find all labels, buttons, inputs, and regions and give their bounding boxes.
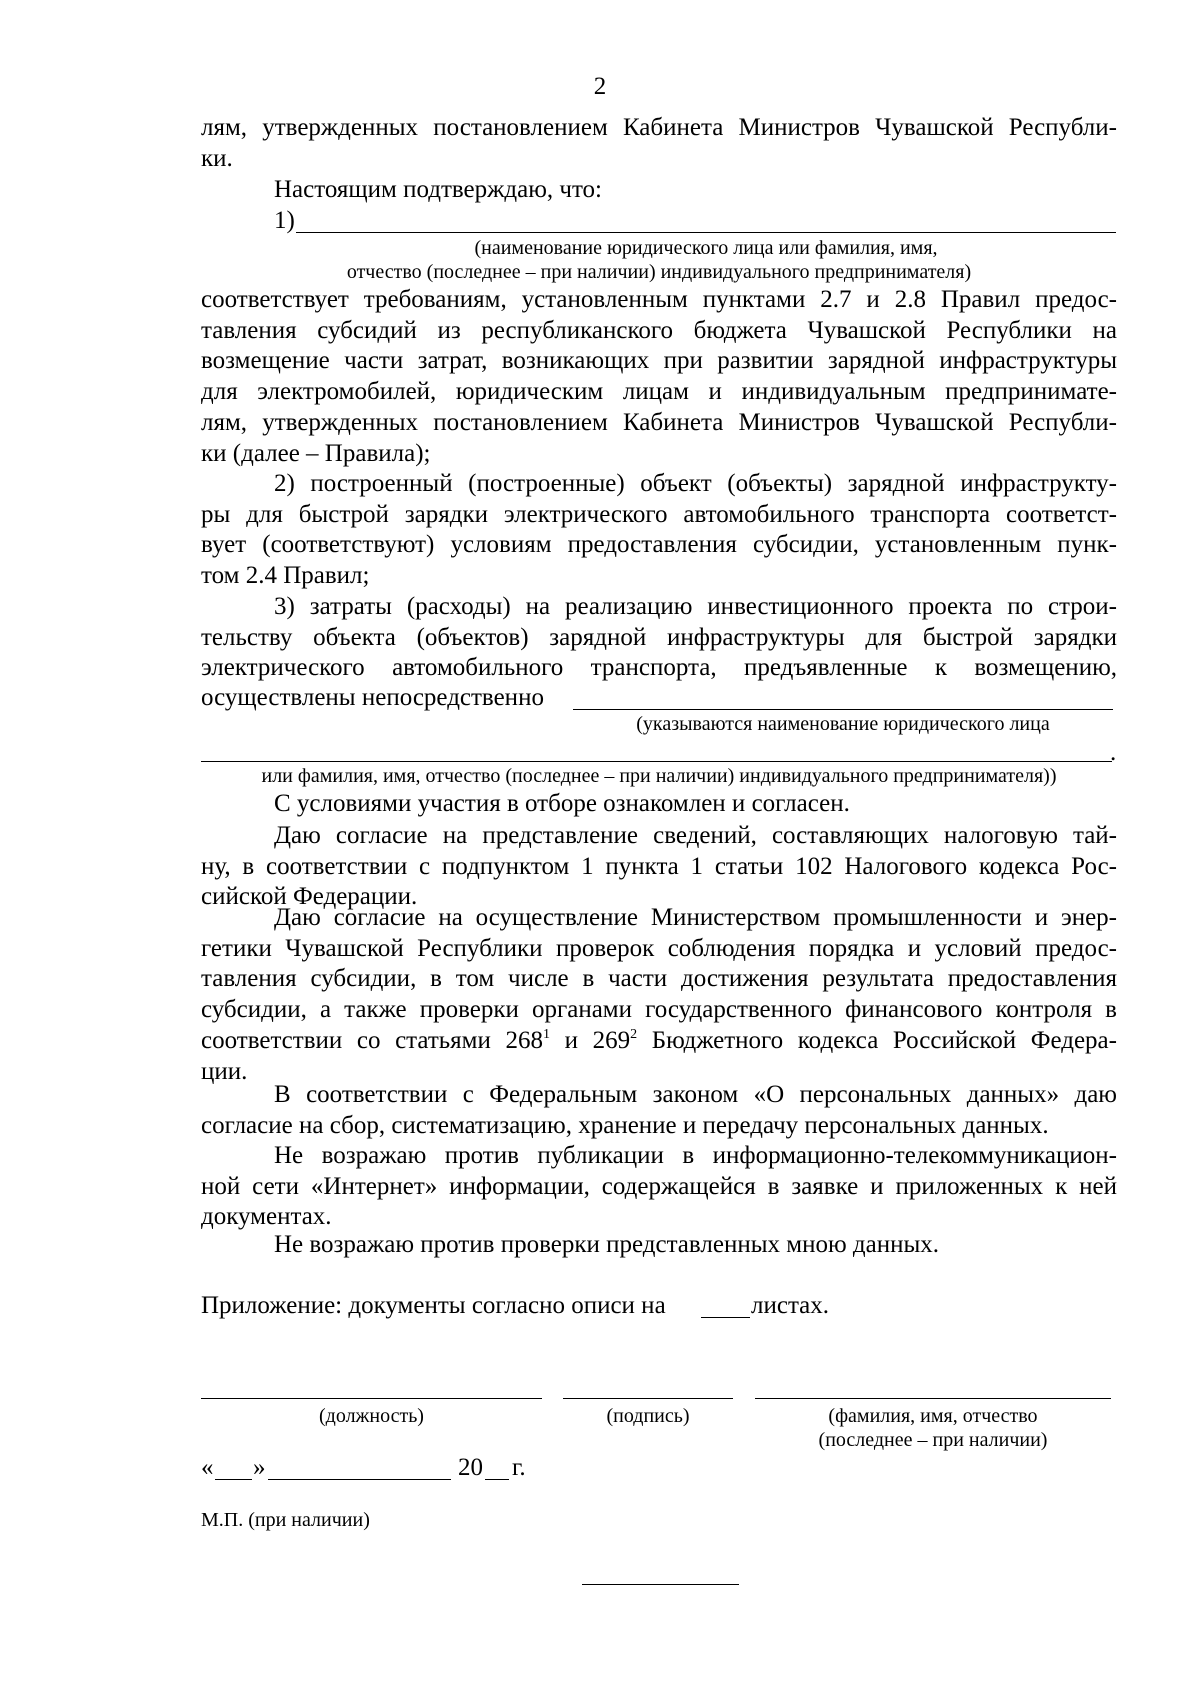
text-line: для электромобилей, юридическим лицам и индивидуальным предпринимате- [201, 378, 1117, 406]
personal-data-paragraph [201, 1080, 1117, 1141]
text-line: лям, утвержденных постановлением Кабинета Министров Чувашской Республи- [201, 114, 1117, 141]
superscript: 2 [630, 1026, 638, 1042]
item3-last-line: осуществлены непосредственно [201, 684, 544, 711]
text-line: Не возражаю против публикации в информационно-телекоммуникацион- [274, 1142, 1117, 1169]
text-line: тельству объекта (объектов) зарядной инфраструктуры для быстрой зарядки [201, 623, 1117, 651]
text-line: сийской Федерации. [201, 883, 418, 911]
appendix-text-part2: листах. [751, 1292, 830, 1319]
text-fragment: соответствии со статьями 268 [201, 1026, 543, 1054]
text-line: ки. [201, 144, 233, 172]
text-line: электрического автомобильного транспорта, предъявленные к возмещению, [201, 654, 1117, 682]
appendix-text-part1: Приложение: документы согласно описи на [201, 1292, 666, 1319]
item1-caption-line2: отчество (последнее – при наличии) индивидуального предпринимателя) [346, 261, 972, 283]
text-line: том 2.4 Правил; [201, 562, 370, 590]
item3-caption-line1: (указываются наименование юридического лица [636, 713, 1050, 735]
date-year-prefix: 20 [458, 1454, 483, 1481]
tax-consent-paragraph [201, 821, 1117, 913]
text-line: Даю согласие на осуществление Министерством промышленности и энер- [274, 904, 1117, 931]
date-month-blank[interactable] [268, 1479, 451, 1480]
item3-caption-line2: или фамилия, имя, отчество (последнее – при наличии) индивидуального предпринимателя)) [261, 765, 1057, 787]
text-line: ки (далее – Правила); [201, 439, 431, 467]
page-number: 2 [593, 73, 607, 100]
text-line: возмещение части затрат, возникающих при развитии зарядной инфраструктуры [201, 347, 1117, 375]
position-caption: (должность) [319, 1405, 424, 1427]
date-close-quote: » [253, 1454, 266, 1481]
item1-fill-line[interactable] [296, 232, 1116, 233]
superscript: 1 [543, 1026, 550, 1042]
item3-paragraph [201, 592, 1117, 684]
name-caption-line1: (фамилия, имя, отчество [828, 1405, 1038, 1427]
item3-end-mark: . [1110, 739, 1117, 766]
intro-paragraph [201, 113, 1117, 174]
end-separator-line [582, 1584, 739, 1585]
text-line: согласие на сбор, систематизацию, хранение и передачу персональных данных. [201, 1111, 1049, 1139]
text-line: лям, утвержденных постановлением Кабинета Министров Чувашской Республи- [201, 408, 1117, 436]
date-open-quote: « [201, 1454, 214, 1481]
text-line: 2) построенный (построенные) объект (объекты) зарядной инфраструкту- [274, 470, 1117, 497]
text-line: документах. [201, 1203, 332, 1231]
text-fragment: Бюджетного кодекса Российской Федера- [637, 1026, 1117, 1054]
signature-line[interactable] [563, 1398, 733, 1399]
date-year-blank[interactable] [485, 1479, 509, 1480]
verification-text: Не возражаю против проверки представленных мною данных. [274, 1231, 940, 1258]
text-line: субсидии, а также проверки органами государственного финансового контроля в [201, 996, 1117, 1024]
item1-caption-line1: (наименование юридического лица или фамилия, имя, [474, 237, 938, 259]
text-line: соответствует требованиям, установленным пунктами 2.7 и 2.8 Правил предос- [201, 286, 1117, 313]
text-line: ры для быстрой зарядки электрического автомобильного транспорта соответст- [201, 500, 1117, 528]
confirm-heading: Настоящим подтверждаю, что: [274, 176, 603, 203]
item3-fill-line-2[interactable] [201, 761, 1112, 762]
name-line[interactable] [755, 1398, 1111, 1399]
text-line: ну, в соответствии с подпунктом 1 пункта 1 статьи 102 Налогового кодекса Рос- [201, 852, 1117, 880]
text-line: тавления субсидий из республиканского бюджета Чувашской Республики на [201, 316, 1117, 344]
date-day-blank[interactable] [215, 1479, 252, 1480]
appendix-sheets-blank[interactable] [701, 1317, 750, 1318]
position-line[interactable] [201, 1398, 542, 1399]
conditions-text: С условиями участия в отборе ознакомлен и согласен. [274, 790, 850, 817]
text-line: гетики Чувашской Республики проверок соблюдения порядка и условий предос- [201, 934, 1117, 962]
stamp-note: М.П. (при наличии) [201, 1509, 370, 1531]
item3-fill-line[interactable] [573, 709, 1113, 710]
item2-paragraph [201, 469, 1117, 592]
name-caption-line2: (последнее – при наличии) [818, 1429, 1048, 1451]
signature-caption: (подпись) [606, 1405, 690, 1427]
text-line: ной сети «Интернет» информации, содержащейся в заявке и приложенных к ней [201, 1172, 1117, 1200]
text-line: Даю согласие на представление сведений, составляющих налоговую тай- [274, 822, 1117, 849]
text-line [201, 1026, 1117, 1057]
text-line: вует (соответствуют) условиям предоставления субсидии, установленным пунк- [201, 531, 1117, 559]
text-line: 3) затраты (расходы) на реализацию инвестиционного проекта по строи- [274, 593, 1117, 620]
audit-consent-paragraph [201, 903, 1117, 1087]
text-fragment: и 269 [550, 1026, 631, 1054]
publication-paragraph [201, 1141, 1117, 1233]
text-line: ции. [201, 1057, 248, 1085]
item1-paragraph [201, 285, 1117, 469]
date-year-suffix: г. [512, 1454, 526, 1481]
item1-number: 1) [274, 207, 295, 234]
text-line: В соответствии с Федеральным законом «О персональных данных» даю [274, 1081, 1117, 1108]
text-line: тавления субсидии, в том числе в части достижения результата предоставления [201, 965, 1117, 993]
